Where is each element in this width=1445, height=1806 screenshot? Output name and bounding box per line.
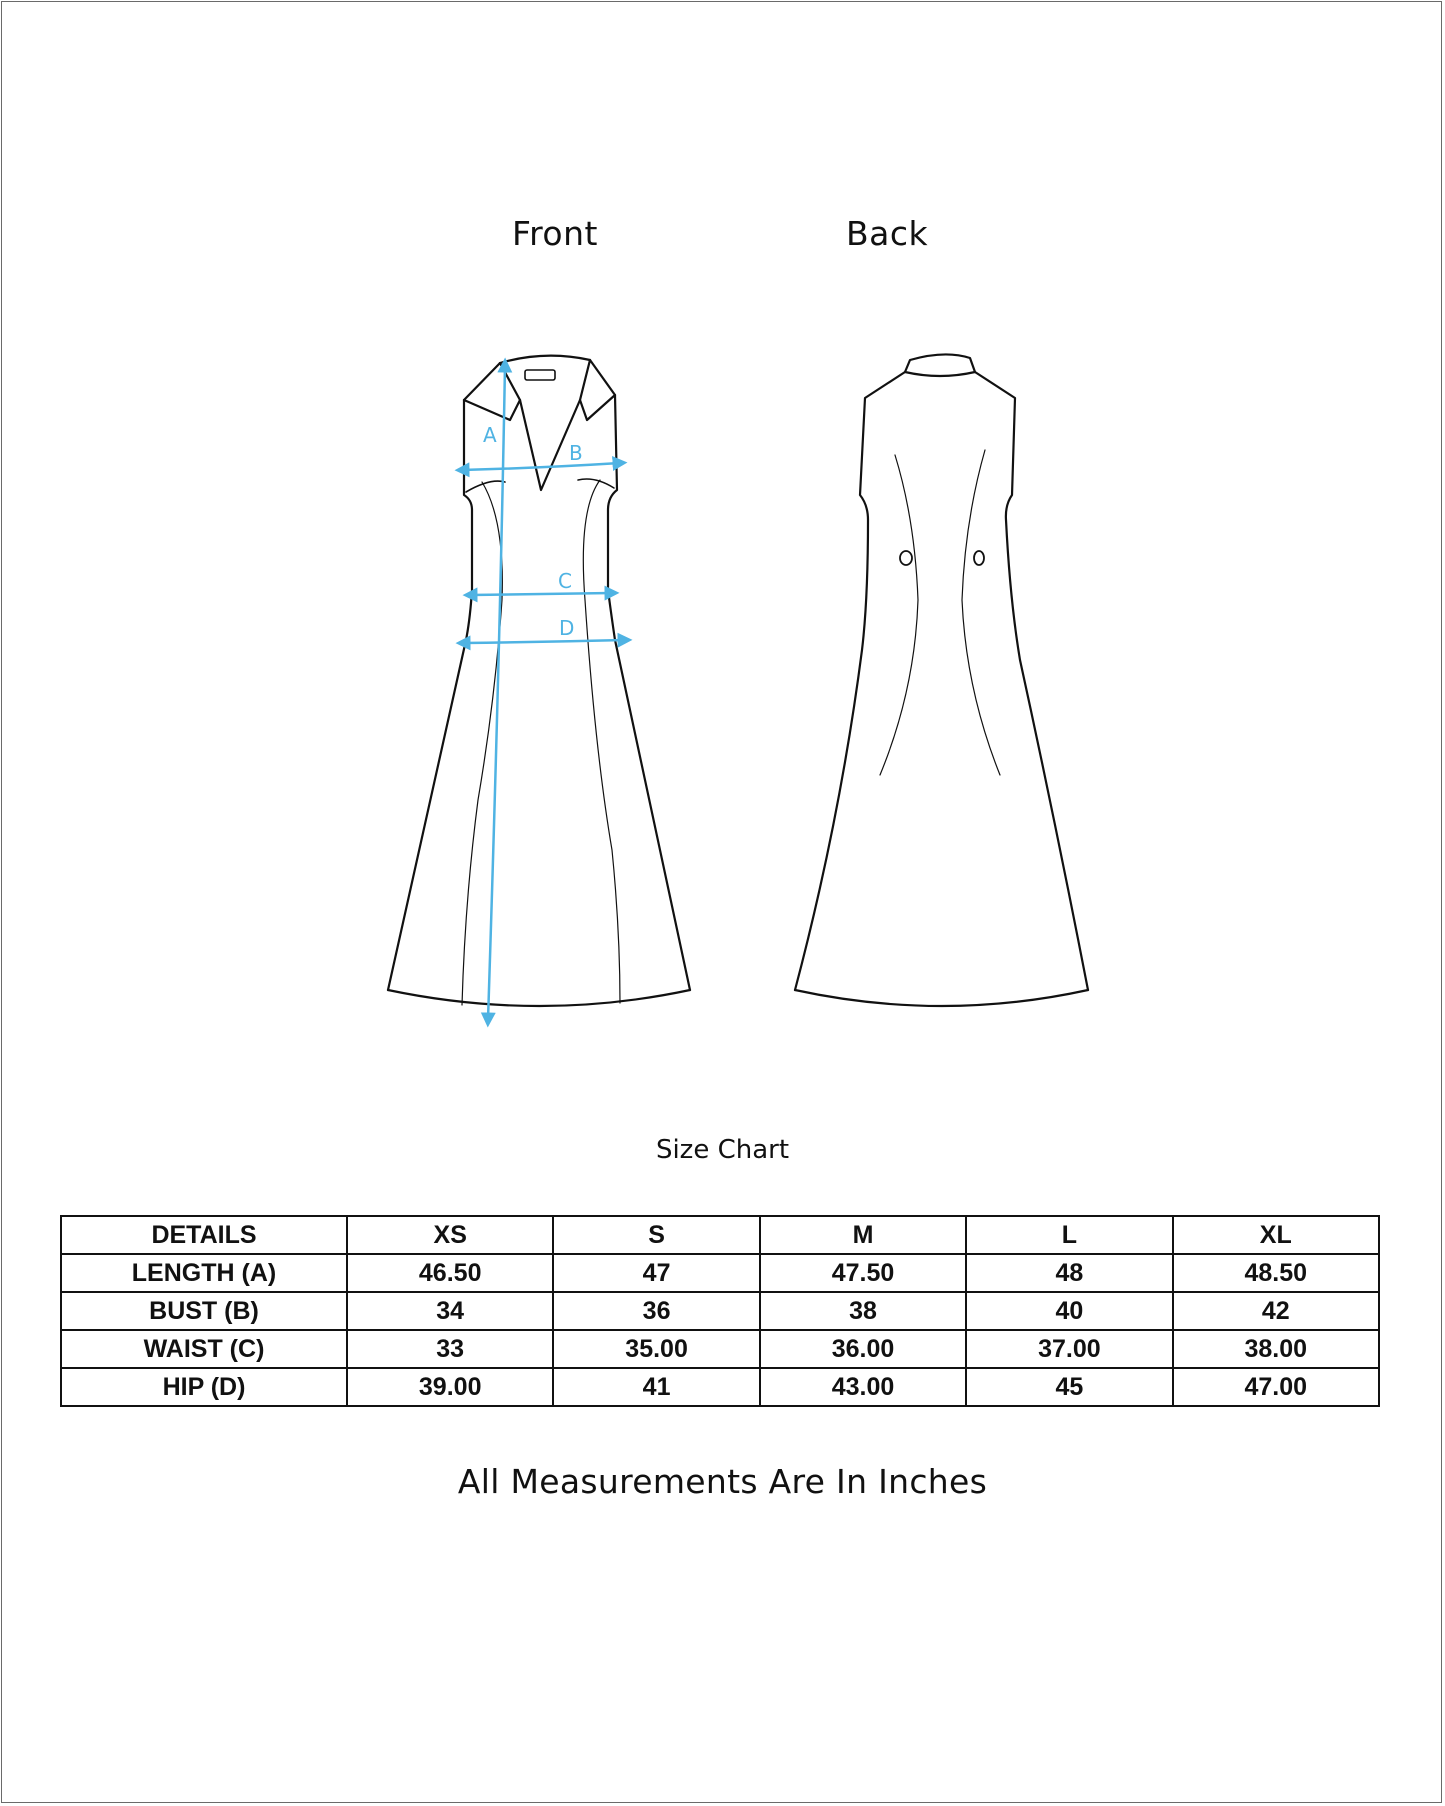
- table-cell: 38.00: [1173, 1330, 1379, 1368]
- front-dress-sketch: [388, 356, 690, 1006]
- header-cell: XL: [1173, 1216, 1379, 1254]
- table-row: [61, 1292, 1379, 1330]
- table-cell: 46.50: [347, 1254, 553, 1292]
- table-cell: 43.00: [760, 1368, 966, 1406]
- table-cell: 42: [1173, 1292, 1379, 1330]
- table-cell: 36: [553, 1292, 759, 1330]
- table-cell: 45: [966, 1368, 1172, 1406]
- row-label: BUST (B): [61, 1292, 347, 1330]
- measure-line-c: [470, 593, 612, 595]
- back-view-label: Back: [846, 214, 929, 253]
- table-cell: 47: [553, 1254, 759, 1292]
- table-cell: 47.00: [1173, 1368, 1379, 1406]
- marker-b: B: [569, 441, 583, 465]
- measurement-lines: [462, 365, 625, 1020]
- measure-line-d: [463, 640, 625, 643]
- table-row: [61, 1368, 1379, 1406]
- marker-c: C: [558, 569, 572, 593]
- table-row: [61, 1330, 1379, 1368]
- row-label: WAIST (C): [61, 1330, 347, 1368]
- table-row: [61, 1254, 1379, 1292]
- front-view-label: Front: [512, 214, 598, 253]
- table-cell: 41: [553, 1368, 759, 1406]
- table-cell: 40: [966, 1292, 1172, 1330]
- table-cell: 37.00: [966, 1330, 1172, 1368]
- marker-a: A: [483, 423, 497, 447]
- header-cell: M: [760, 1216, 966, 1254]
- header-cell: S: [553, 1216, 759, 1254]
- measure-line-b: [462, 463, 620, 470]
- table-cell: 36.00: [760, 1330, 966, 1368]
- table-cell: 48.50: [1173, 1254, 1379, 1292]
- table-cell: 47.50: [760, 1254, 966, 1292]
- header-cell: L: [966, 1216, 1172, 1254]
- measurement-unit-note: All Measurements Are In Inches: [457, 1462, 988, 1501]
- header-cell: DETAILS: [61, 1216, 347, 1254]
- header-cell: XS: [347, 1216, 553, 1254]
- table-cell: 48: [966, 1254, 1172, 1292]
- table-cell: 38: [760, 1292, 966, 1330]
- table-cell: 35.00: [553, 1330, 759, 1368]
- table-cell: 33: [347, 1330, 553, 1368]
- table-header-row: [61, 1216, 1379, 1254]
- row-label: LENGTH (A): [61, 1254, 347, 1292]
- size-chart-table: [60, 1215, 1380, 1407]
- row-label: HIP (D): [61, 1368, 347, 1406]
- back-dress-sketch: [795, 354, 1088, 1006]
- table-cell: 34: [347, 1292, 553, 1330]
- size-chart-title: Size Chart: [655, 1135, 790, 1165]
- table-cell: 39.00: [347, 1368, 553, 1406]
- measure-line-a: [488, 365, 505, 1020]
- marker-d: D: [559, 616, 575, 640]
